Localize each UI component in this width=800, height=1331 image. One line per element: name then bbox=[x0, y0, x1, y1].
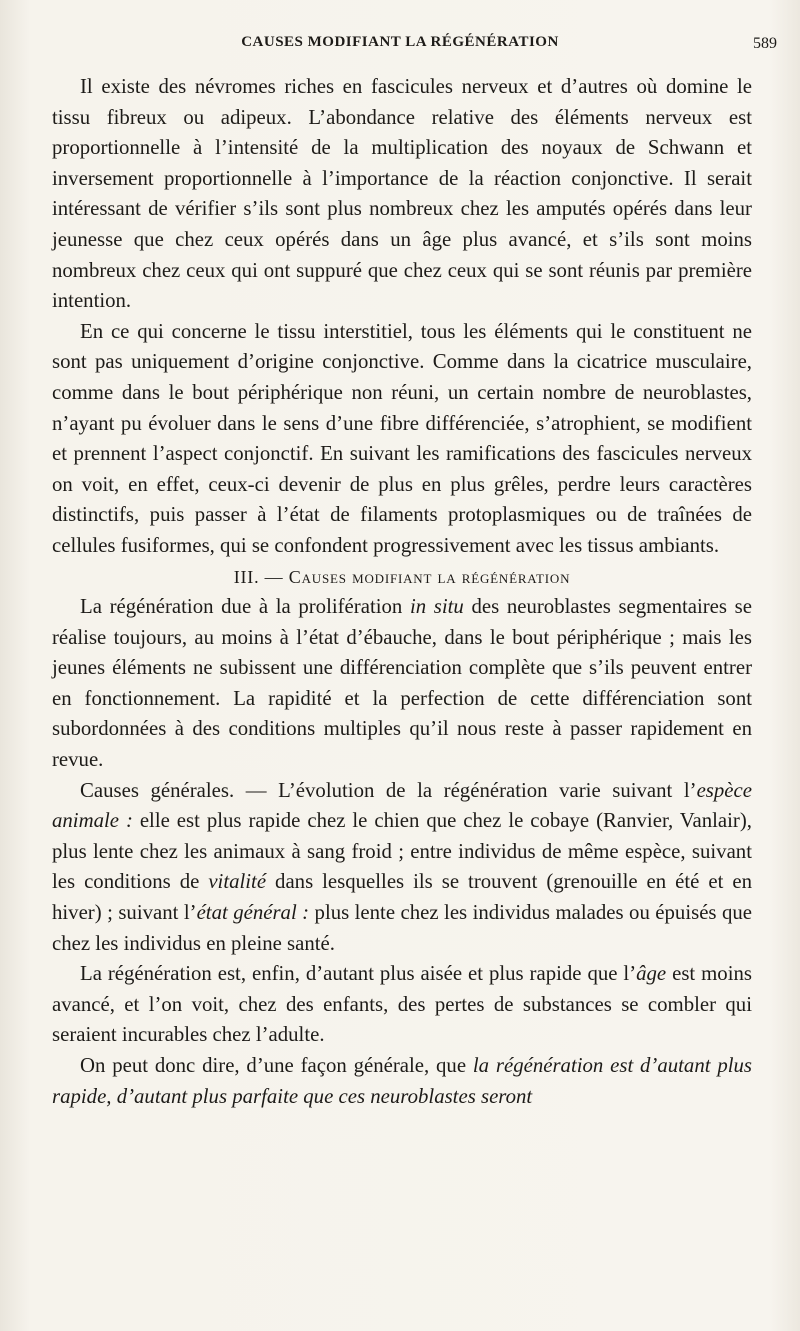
page-number: 589 bbox=[753, 35, 777, 52]
text-run: La régénération due à la prolifération bbox=[80, 595, 410, 619]
italic-run: état général : bbox=[196, 901, 310, 925]
section-number: III. — bbox=[233, 566, 284, 587]
paragraph-general-causes bbox=[52, 776, 752, 960]
text-run: des neuroblastes segmentaires se réalise toujours, au moins à l’état d’ébauche, dans le bout périphérique ; mais les jeunes éléments ne subissent une différenciation complète que s’ils peuvent entrer en fonctionnement. La rapidité et la perfection de cette différenciation sont subordonnées à des conditions multiples qu’il nous reste à passer rapidement en revue. bbox=[52, 595, 752, 772]
text-run: plus lente chez les individus malades ou épuisés que chez les individus en pleine santé. bbox=[52, 901, 752, 955]
section-title: Causes modifiant la régénération bbox=[288, 566, 571, 587]
text-run: dans lesquelles ils se trouvent (grenouille en été et en hiver) ; suivant l’ bbox=[52, 870, 752, 925]
text-run: est moins avancé, et l’on voit, chez des enfants, des pertes de substances se combler qui seraient incurables chez l’adulte. bbox=[52, 962, 752, 1047]
italic-run: vitalité bbox=[208, 870, 267, 894]
italic-run: in situ bbox=[409, 595, 464, 619]
text-run: elle est plus rapide chez le chien que chez le cobaye (Ranvier, Vanlair), plus lente chez les animaux à sang froid ; entre individus de même espèce, suivant les conditions de bbox=[52, 809, 752, 894]
italic-run: âge bbox=[636, 962, 667, 986]
text-run: La régénération est, enfin, d’autant plus aisée et plus rapide que l’ bbox=[80, 962, 637, 986]
body-text bbox=[52, 72, 752, 1112]
text-run: Causes générales. — L’évolution de la régénération varie suivant l’ bbox=[80, 778, 697, 802]
running-title: CAUSES MODIFIANT LA RÉGÉNÉRATION bbox=[241, 34, 559, 50]
paragraph-neuromas: Il existe des névromes riches en fascicules nerveux et d’autres où domine le tissu fibreux ou adipeux. L’abondance relative des éléments nerveux est proportionnelle à l’intensité de la multiplication des noyaux de Schwann et inversement proportionnelle à l’importance de la réaction conjonctive. Il serait intéressant de vérifier s’ils sont plus nombreux chez les amputés opérés dans leur jeunesse que chez ceux opérés dans un âge plus avancé, et s’ils sont moins nombreux chez ceux qui ont suppuré que chez ceux qui se sont réunis par première intention. bbox=[52, 75, 752, 313]
section-heading bbox=[52, 562, 752, 593]
paragraph-regeneration-in-situ bbox=[52, 592, 752, 776]
italic-run: la régénération est d’autant plus rapide, d’autant plus parfaite que ces neuroblastes seront bbox=[52, 1054, 752, 1108]
paragraph-interstitial-tissue: En ce qui concerne le tissu interstitiel, tous les éléments qui le constituent ne sont pas uniquement d’origine conjonctive. Comme dans la cicatrice musculaire, comme dans le bout périphérique non réuni, un certain nombre de neuroblastes, n’ayant pu évoluer dans le sens d’une fibre différenciée, s’atrophient, se modifient et prennent l’aspect conjonctif. En suivant les ramifications des fascicules nerveux on voit, en effet, ceux-ci devenir de plus en plus grêles, perdre leurs caractères distinctifs, puis passer à l’état de filaments protoplasmiques ou de traînées de cellules fusiformes, qui se confondent progressivement avec les tissus ambiants. bbox=[52, 319, 752, 557]
paragraph-conclusion bbox=[52, 1051, 752, 1112]
italic-run: espèce animale : bbox=[52, 778, 752, 833]
text-run: On peut donc dire, d’une façon générale, que bbox=[80, 1054, 473, 1077]
paragraph-age bbox=[52, 959, 752, 1051]
running-head bbox=[0, 34, 800, 58]
